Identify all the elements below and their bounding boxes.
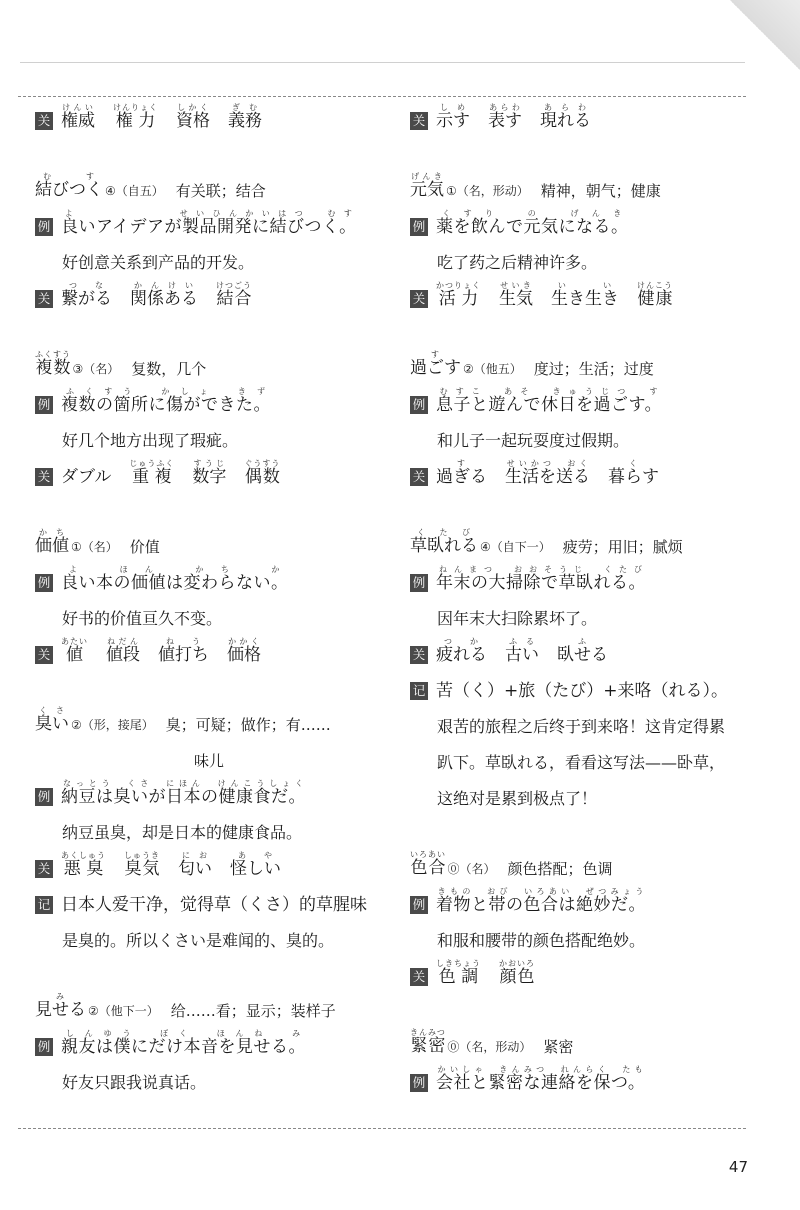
example-sentence: 息子と遊んで休日を過ごす。むすこ あそ きゅうじつ す (436, 387, 663, 415)
part-of-speech: ⓪（名，形动） (447, 1040, 532, 1054)
headword-text: 見せるみ (35, 992, 86, 1020)
example-line (35, 772, 383, 808)
translation: 好几个地方出现了瑕疵。 (62, 431, 239, 450)
related-word: 生気せいき (499, 281, 533, 309)
example-sentence: 納豆は臭いが日本の健康食だ。なっとう くさ にほん けんこうしょく (61, 779, 306, 807)
translation: 吃了药之后精神许多。 (437, 253, 598, 272)
related-word: 臭気しゅうき (124, 851, 160, 879)
example-line (35, 1022, 383, 1058)
part-of-speech: ④（自下一） (480, 540, 551, 554)
part-of-speech: ⓪（名） (447, 862, 496, 876)
memo-text: 日本人爱干净，觉得草（くさ）的草腥味 (61, 895, 367, 915)
example-tag: 例 (35, 396, 53, 414)
headword-line (410, 846, 758, 880)
related-word: 臥せるふ (557, 637, 608, 665)
example-tag: 例 (35, 788, 53, 806)
headword-line (410, 524, 758, 558)
dictionary-entry (410, 846, 758, 988)
related-word: 権威けんい (61, 103, 95, 131)
related-word: 数字すうじ (192, 459, 227, 487)
example-sentence: 親友は僕にだけ本音を見せる。しんゆう ぼく ほんね み (61, 1029, 306, 1057)
memo-continued: 艰苦的旅程之后终于到来咯！这肯定得累 (437, 717, 726, 736)
page-corner-fold (730, 0, 800, 70)
example-sentence: 良い本の価値は変わらない。よ ほん かち か (61, 565, 289, 593)
related-words-line (35, 844, 383, 880)
meaning-continued: 味儿 (193, 752, 224, 770)
related-word: 結合けつごう (216, 281, 252, 309)
example-tag: 例 (35, 218, 53, 236)
related-tag: 关 (35, 468, 53, 486)
headword-text: 臭いくさ (35, 706, 69, 734)
related-word: 重複じゅうふく (129, 459, 175, 487)
headword (35, 172, 164, 202)
example-tag: 例 (35, 574, 53, 592)
example-tag: 例 (410, 218, 428, 236)
related-word: 関係あるかんけい (130, 281, 198, 309)
meaning: 疲劳；用旧；腻烦 (562, 538, 683, 556)
translation: 纳豆虽臭，却是日本的健康食品。 (62, 823, 303, 842)
related-tag: 关 (410, 468, 428, 486)
related-word: 偶数ぐうすう (244, 459, 281, 487)
related-words-line (410, 630, 758, 666)
related-words-line (35, 452, 383, 488)
related-words-line (35, 96, 383, 132)
headword-line (35, 346, 383, 380)
meaning: 臭；可疑；做作；有…… (165, 716, 331, 734)
part-of-speech: ①（名，形动） (446, 184, 529, 198)
example-line (410, 380, 758, 416)
related-word: 生活を送るせいかつ おく (505, 459, 590, 487)
related-word: 資格しかく (176, 103, 210, 131)
headword-text: 色合いろあい (410, 850, 446, 878)
translation: 因年末大扫除累坏了。 (437, 609, 598, 628)
related-word: 義務ぎむ (228, 103, 262, 131)
example-line (35, 558, 383, 594)
part-of-speech: ②（他下一） (88, 1004, 159, 1018)
related-words-line (35, 630, 383, 666)
dictionary-entry (35, 168, 383, 310)
memo-tag: 记 (410, 682, 428, 700)
example-tag: 例 (410, 574, 428, 592)
memo-text: 苦（く）+旅（たび）+来咯（れる）。 (436, 681, 728, 701)
headword-text: 緊密きんみつ (410, 1028, 446, 1056)
headword (35, 350, 119, 380)
headword-text: 過ごすす (410, 350, 461, 378)
related-word: 価格かかく (227, 637, 261, 665)
headword-line (35, 524, 383, 558)
related-tag: 关 (35, 112, 53, 130)
example-tag: 例 (35, 1038, 53, 1056)
related-word: 疲れるつか (436, 637, 487, 665)
example-line (410, 880, 758, 916)
related-word: 値段ねだん (106, 637, 140, 665)
example-line (35, 202, 383, 238)
part-of-speech: ②（形，接尾） (71, 718, 154, 732)
related-tag: 关 (35, 290, 53, 308)
example-sentence: 年末の大掃除で草臥れる。ねんまつ おおそうじ くたび (436, 565, 646, 593)
related-word: 古いふる (505, 637, 539, 665)
related-tag: 关 (410, 112, 428, 130)
related-word: 顔色かおいろ (499, 959, 535, 987)
related-word: 健康けんこう (637, 281, 673, 309)
related-word: 悪臭あくしゅう (61, 851, 106, 879)
related-words-line (410, 274, 758, 310)
example-line (35, 380, 383, 416)
part-of-speech: ②（他五） (463, 362, 522, 376)
headword-line (35, 168, 383, 202)
example-sentence: 複数の箇所に傷ができた。ふくすう かしょ きず (61, 387, 271, 415)
related-word: 表すあらわ (488, 103, 522, 131)
meaning: 紧密 (543, 1038, 574, 1056)
related-tag: 关 (410, 646, 428, 664)
related-word: 怪しいあや (230, 851, 281, 879)
related-word: 繋がるつな (61, 281, 112, 309)
related-word: 値打ちねう (158, 637, 209, 665)
related-word: 匂いにお (178, 851, 212, 879)
part-of-speech: ①（名） (71, 540, 118, 554)
dictionary-entry (410, 524, 758, 810)
meaning: 价值 (129, 538, 160, 556)
related-words-line (410, 452, 758, 488)
example-tag: 例 (410, 896, 428, 914)
dictionary-entry (410, 168, 758, 310)
dictionary-entry (35, 702, 383, 952)
headword-text: 複数ふくすう (35, 350, 71, 378)
related-word: 示すしめ (436, 103, 470, 131)
headword-text: 結びつくむす (35, 172, 103, 200)
related-word: 活力かつりょく (436, 281, 481, 309)
headword (410, 850, 496, 880)
example-sentence: 着物と帯の色合は絶妙だ。きもの おび いろあい ぜつみょう (436, 887, 646, 915)
example-sentence: 良いアイデアが製品開発に結びつく。よ せいひんかいはつ むす (61, 209, 357, 237)
meaning: 复数，几个 (131, 360, 207, 378)
related-word: 値あたい (61, 637, 88, 665)
dictionary-entry (410, 1024, 758, 1094)
translation: 好书的价值亘久不变。 (62, 609, 223, 628)
dictionary-entry (410, 346, 758, 488)
related-words-line (410, 952, 758, 988)
related-words-line (410, 96, 758, 132)
meaning: 有关联；结合 (175, 182, 266, 200)
dictionary-entry (410, 96, 758, 132)
headword-line (35, 988, 383, 1022)
dictionary-entry (35, 524, 383, 666)
memo-line (410, 666, 758, 702)
headword (35, 528, 118, 558)
related-word: 生き生きい い (551, 281, 619, 309)
page-number: 47 (728, 1158, 748, 1176)
dictionary-entry (35, 346, 383, 488)
dictionary-entry (35, 96, 383, 132)
headword (410, 1028, 531, 1058)
left-column (35, 96, 383, 1130)
related-tag: 关 (410, 968, 428, 986)
top-rule (20, 62, 745, 63)
dictionary-entry (35, 988, 383, 1094)
headword (410, 172, 529, 202)
headword-line (35, 702, 383, 736)
headword-text: 価値かち (35, 528, 69, 556)
memo-line (35, 880, 383, 916)
meaning: 度过；生活；过度 (533, 360, 654, 378)
headword-line (410, 168, 758, 202)
related-word: 過ぎるす (436, 459, 487, 487)
headword (410, 528, 551, 558)
translation: 和服和腰带的颜色搭配绝妙。 (437, 931, 646, 950)
translation: 和儿子一起玩耍度过假期。 (437, 431, 630, 450)
related-word: 暮らすく (608, 459, 659, 487)
related-word: 権力けんりょく (113, 103, 158, 131)
headword-line (410, 1024, 758, 1058)
part-of-speech: ④（自五） (105, 184, 164, 198)
headword-line (410, 346, 758, 380)
example-line (410, 558, 758, 594)
memo-continued: 这绝对是累到极点了！ (437, 789, 598, 808)
example-line (410, 202, 758, 238)
related-tag: 关 (35, 646, 53, 664)
memo-continued: 趴下。草臥れる，看看这写法——卧草， (437, 753, 726, 772)
headword (410, 350, 522, 380)
example-tag: 例 (410, 1074, 428, 1092)
memo-continued: 是臭的。所以くさい是难闻的、臭的。 (62, 931, 335, 950)
part-of-speech: ③（名） (72, 362, 120, 376)
meaning: 给……看；显示；装样子 (170, 1002, 336, 1020)
headword (35, 992, 159, 1022)
headword-text: 元気げんき (410, 172, 444, 200)
related-word: ダブル (61, 467, 112, 487)
meaning: 颜色搭配；色调 (507, 860, 613, 878)
example-sentence: 薬を飲んで元気になる。くすり の げんき (436, 209, 629, 237)
related-words-line (35, 274, 383, 310)
related-tag: 关 (35, 860, 53, 878)
related-word: 現れるあらわ (540, 103, 591, 131)
right-column (410, 96, 758, 1130)
headword-text: 草臥れるくたび (410, 528, 478, 556)
memo-tag: 记 (35, 896, 53, 914)
related-tag: 关 (410, 290, 428, 308)
headword (35, 706, 154, 736)
meaning: 精神，朝气；健康 (540, 182, 661, 200)
example-sentence: 会社と緊密な連絡を保つ。かいしゃ きんみつ れんらく たも (436, 1065, 646, 1093)
example-line (410, 1058, 758, 1094)
translation: 好创意关系到产品的开发。 (62, 253, 255, 272)
example-tag: 例 (410, 396, 428, 414)
translation: 好友只跟我说真话。 (62, 1073, 207, 1092)
related-word: 色調しきちょう (436, 959, 481, 987)
